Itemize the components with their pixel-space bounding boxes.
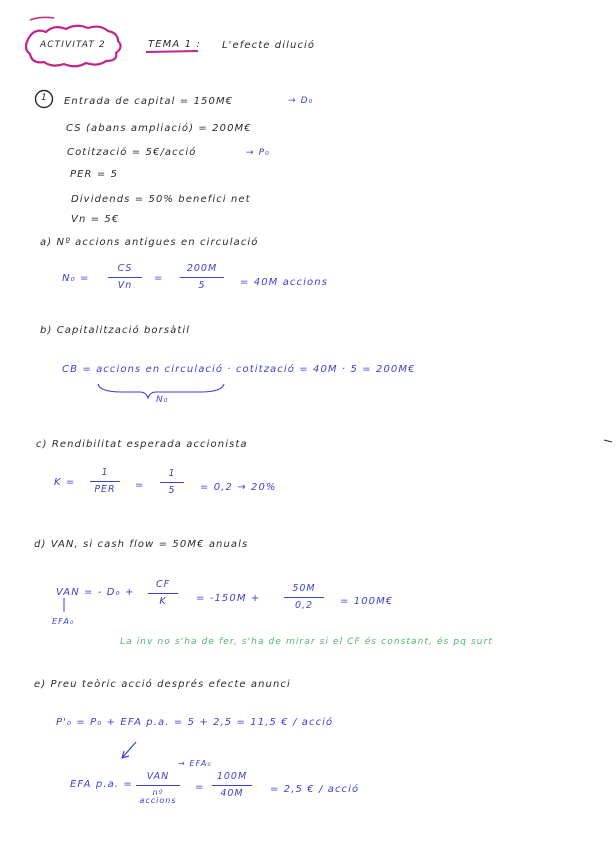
part-d-fraction-1 [148, 580, 178, 606]
part-e-efa-tag: → EFA₀ [178, 759, 212, 768]
activity-label: ACTIVITAT 2 [40, 40, 106, 50]
fraction-numerator: 1 [168, 468, 176, 479]
part-b-brace-label: N₀ [156, 395, 169, 405]
theme-label: TEMA 1 : [148, 39, 201, 50]
fraction-denominator: PER [94, 483, 116, 495]
part-c-title: c) Rendibilitat esperada accionista [36, 439, 248, 450]
fraction-denominator: 5 [198, 279, 206, 291]
part-a-result: = 40M accions [240, 277, 328, 288]
part-a-lhs: N₀ = [62, 273, 90, 284]
given-line: Entrada de capital = 150M€ [64, 96, 234, 107]
part-a-title: a) Nº accions antigues en circulació [40, 237, 259, 248]
right-edge-mark [604, 440, 612, 442]
part-c-lhs: K = [54, 477, 76, 488]
part-d-note: La inv no s'ha de fer, s'ha de mirar si el CF és constant, és pq surt [120, 637, 494, 647]
fraction-numerator: CS [117, 263, 133, 274]
part-a-fraction-2 [180, 264, 224, 290]
part-e-line1: P'₀ = P₀ + EFA p.a. = 5 + 2,5 = 11,5 € / acció [56, 717, 334, 728]
theme-title: L'efecte dilució [222, 40, 316, 51]
part-b-title: b) Capitalització borsàtil [40, 325, 191, 336]
part-d-lhs: VAN = - D₀ + [56, 587, 135, 598]
part-e-title: e) Preu teòric acció després efecte anunci [34, 679, 291, 690]
fraction-denominator: 5 [168, 484, 176, 496]
part-d-title: d) VAN, si cash flow = 50M€ anuals [34, 539, 249, 550]
fraction-numerator: VAN [146, 771, 170, 782]
given-note: → P₀ [246, 148, 270, 158]
fraction-denominator: nº accions [139, 787, 177, 805]
given-line: Dividends = 50% benefici net [71, 194, 251, 205]
fraction-denominator: Vn [117, 279, 133, 291]
fraction-numerator: 100M [216, 771, 248, 782]
part-e-fraction-1 [136, 772, 180, 805]
fraction-denominator: 0,2 [294, 599, 314, 611]
part-a-fraction-1 [108, 264, 142, 290]
fraction-numerator: CF [155, 579, 171, 590]
given-line: Cotització = 5€/acció [67, 147, 197, 158]
theme-underline [146, 51, 198, 52]
part-d-result: = 100M€ [340, 596, 394, 607]
arrow-down-left-efa [122, 742, 136, 758]
given-line: CS (abans ampliació) = 200M€ [66, 123, 252, 134]
part-d-middle: = -150M + [196, 593, 261, 604]
fraction-numerator: 50M [292, 583, 316, 594]
given-note: → D₀ [288, 96, 314, 106]
part-d-efa-label: EFA₀ [52, 617, 75, 626]
fraction-denominator: 40M [220, 787, 244, 799]
part-a-equals: = [154, 273, 164, 284]
fraction-numerator: 200M [186, 263, 218, 274]
part-e-equals: = [195, 782, 205, 793]
part-e-lhs: EFA p.a. = [70, 779, 133, 790]
fraction-numerator: 1 [101, 467, 109, 478]
given-line: Vn = 5€ [71, 214, 120, 225]
fraction-denominator: K [159, 595, 167, 607]
part-c-equals: = [135, 480, 145, 491]
part-e-result: = 2,5 € / acció [270, 784, 360, 795]
part-b-equation: CB = accions en circulació · cotització = 40M · 5 = 200M€ [62, 364, 416, 375]
part-c-fraction-2 [160, 469, 184, 495]
part-c-fraction-1 [90, 468, 120, 494]
given-line: PER = 5 [70, 169, 119, 180]
part-e-fraction-2 [212, 772, 252, 798]
title-squiggle [30, 17, 54, 20]
problem-number: 1 [41, 93, 48, 103]
part-d-fraction-2 [284, 584, 324, 610]
part-c-result: = 0,2 → 20% [200, 482, 277, 493]
